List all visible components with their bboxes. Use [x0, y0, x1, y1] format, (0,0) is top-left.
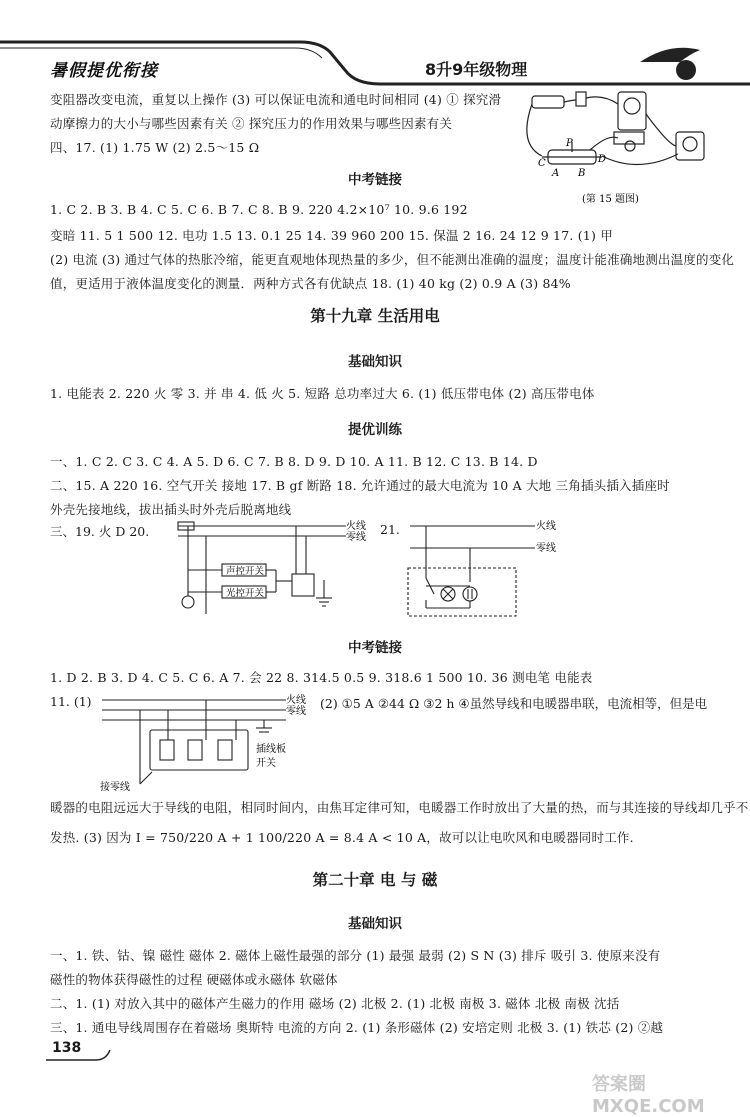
neutral-terminal-label: 接零线	[100, 782, 130, 793]
figure-20-circuit	[166, 518, 366, 618]
sound-switch-label: 声控开关	[226, 566, 265, 577]
section-heading: 提优训练	[348, 422, 402, 438]
label-d: D	[598, 154, 607, 165]
figure-11-circuit	[96, 690, 318, 794]
lamp-icon	[182, 596, 194, 608]
fig11-neutral-label: 零线	[286, 706, 306, 717]
answer-line: 动摩擦力的大小与哪些因素有关 ② 探究压力的作用效果与哪些因素有关	[50, 116, 453, 131]
fig20-neutral-label: 零线	[346, 532, 366, 543]
answer-line: 21.	[380, 522, 400, 537]
fig21-neutral-label: 零线	[536, 543, 556, 554]
answer-line: 1. D 2. B 3. D 4. C 5. C 6. A 7. 会 22 8. 314.5 0.5 9. 318.6 1 500 10. 36 测电笔 电能表	[50, 670, 593, 685]
answer-line: 二、15. A 220 16. 空气开关 接地 17. B gf 断路 18. 允许通过的最大电流为 10 A 大地 三角插头插入插座时	[50, 478, 670, 493]
section-heading: 中考链接	[348, 172, 402, 188]
header-brand: 暑假提优衔接	[50, 61, 158, 81]
answer-line: 外壳先接地线，拔出插头时外壳后脱离地线	[50, 502, 292, 517]
answer-line: 一、1. 铁、钴、镍 磁性 磁体 2. 磁体上磁性最强的部分 (1) 最强 最弱 (2) S N (3) 排斥 吸引 3. 使原来没有	[50, 948, 661, 963]
section-heading: 基础知识	[348, 354, 402, 370]
answer-line: 三、19. 火 D 20.	[50, 524, 150, 539]
section-heading: 基础知识	[348, 916, 402, 932]
socket-board-icon	[150, 730, 248, 770]
ball-icon	[676, 60, 696, 80]
switch-label: 开关	[256, 758, 276, 769]
answer-line: 二、1. (1) 对放入其中的磁体产生磁力的作用 磁场 (2) 北极 2. (1) 北极 南极 3. 磁体 北极 南极 沈括	[50, 996, 620, 1011]
figure-15-circuit	[518, 84, 713, 208]
page-number: 138	[52, 1040, 82, 1056]
header-subtitle: 8升9年级物理	[425, 60, 528, 79]
answer-line: 变阻器改变电流，重复以上操作 (3) 可以保证电流和通电时间相同 (4) ① 探究滑	[50, 92, 502, 107]
fig11-live-label: 火线	[286, 695, 306, 706]
answer-line: 11. (1)	[50, 694, 92, 709]
figure-21-circuit	[400, 516, 570, 620]
fan-icon	[463, 587, 477, 601]
answer-line: 磁性的物体获得磁性的过程 硬磁体或永磁体 软磁体	[50, 972, 338, 987]
label-c: C	[538, 158, 546, 169]
figure-15-caption: (第 15 题图)	[582, 194, 639, 205]
bulb-icon	[625, 141, 635, 151]
fig20-live-label: 火线	[346, 521, 366, 532]
label-a: A	[552, 168, 560, 179]
answer-line: 三、1. 通电导线周围存在着磁场 奥斯特 电流的方向 2. (1) 条形磁体 (2) 安培定则 北极 3. (1) 铁芯 (2) ②越	[50, 1020, 664, 1035]
switch-icon	[576, 92, 586, 106]
fig21-live-label: 火线	[536, 521, 556, 532]
watermark: 答案圈 MXQE.COM	[592, 1074, 705, 1117]
socket-board-label: 插线板	[256, 744, 286, 755]
swoosh-icon	[640, 48, 700, 62]
voltmeter-icon	[676, 132, 704, 160]
section-heading: 中考链接	[348, 640, 402, 656]
chapter-title: 第十九章 生活用电	[310, 307, 440, 325]
light-switch-label: 光控开关	[226, 588, 265, 599]
battery-icon	[532, 96, 564, 108]
answer-line: 四、17. (1) 1.75 W (2) 2.5～15 Ω	[50, 140, 260, 155]
answer-line: 1. 电能表 2. 220 火 零 3. 并 串 4. 低 火 5. 短路 总功率过大 6. (1) 低压带电体 (2) 高压带电体	[50, 386, 595, 401]
answer-line: 变暗 11. 5 1 500 12. 电功 1.5 13. 0.1 25 14. 39 960 200 15. 保温 2 16. 24 12 9 17. (1) 甲	[50, 228, 613, 243]
label-b: B	[578, 168, 586, 179]
answer-line: 一、1. C 2. C 3. C 4. A 5. D 6. C 7. B 8. D 9. D 10. A 11. B 12. C 13. B 14. D	[50, 454, 538, 469]
chapter-title: 第二十章 电 与 磁	[312, 871, 438, 889]
answer-line: 值，更适用于液体温度变化的测量．两种方式各有优缺点 18. (1) 40 kg (2) 0.9 A (3) 84%	[50, 276, 571, 291]
answer-line: 发热. (3) 因为 I = 750/220 A + 1 100/220 A = 8.4 A < 10 A，故可以让电吹风和电暖器同时工作.	[50, 830, 634, 845]
answer-line: (2) 电流 (3) 通过气体的热胀冷缩，能更直观地体现热量的多少，但不能测出准确的温度；温度计能准确地测出温度的变化	[50, 252, 735, 267]
label-p: P	[566, 138, 573, 149]
socket-icon	[292, 574, 314, 596]
answer-line: (2) ①5 A ②44 Ω ③2 h ④虽然导线和电暖器串联，电流相等，但是电	[320, 696, 708, 711]
answer-line: 1. C 2. B 3. B 4. C 5. C 6. B 7. C 8. B 9. 220 4.2×10⁷ 10. 9.6 192	[50, 202, 468, 217]
answer-line: 暖器的电阻远远大于导线的电阻，相同时间内，由焦耳定律可知，电暖器工作时放出了大量的热，而与其连接的导线却几乎不	[50, 800, 749, 815]
